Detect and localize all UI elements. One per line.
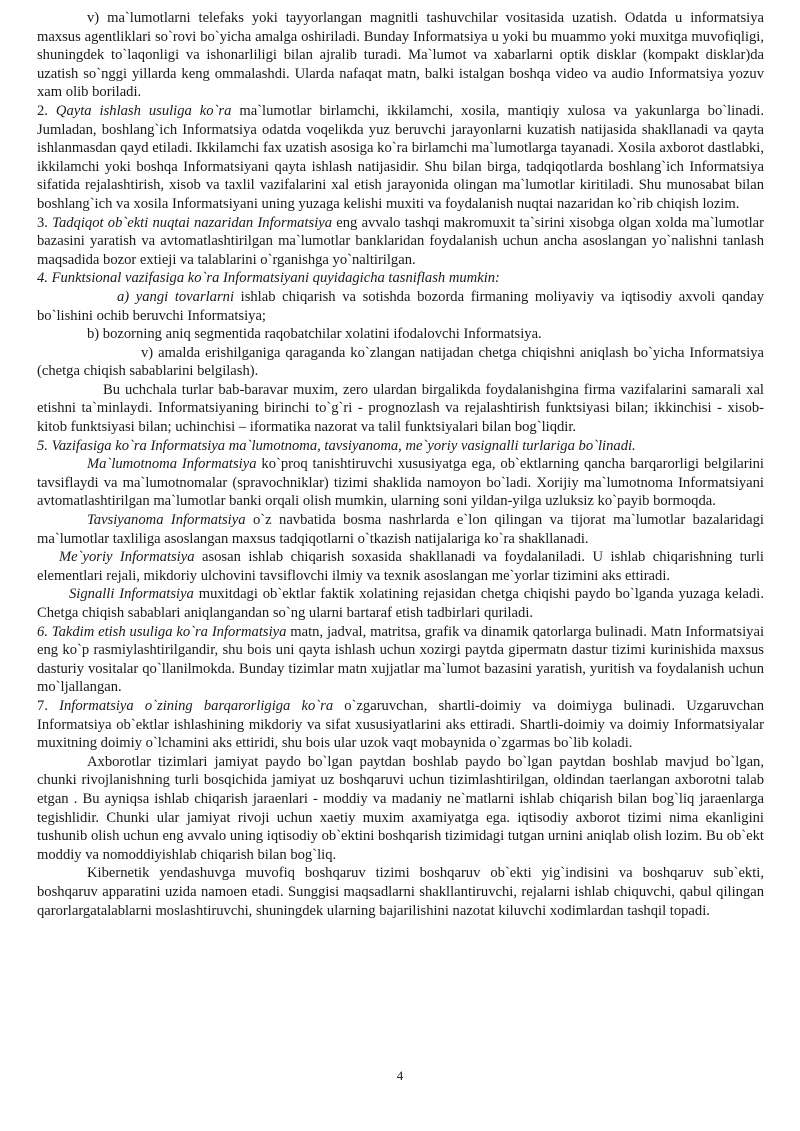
paragraph-signal-info — [37, 585, 764, 622]
item-heading: Tavsiyanoma Informatsiya — [87, 512, 246, 529]
item-heading: Tadqiqot ob`ekti nuqtai nazaridan Informatsiya — [52, 214, 333, 231]
paragraph-stability — [37, 697, 764, 753]
paragraph-presentation-method — [37, 623, 764, 697]
paragraph-text: ma`lumotlar birlamchi, ikkilamchi, xosila, mantiqiy xulosa va yakunlarga bo`linadi. Jumladan, boshlang`ich Informatsiya odatda voqelikda yuz beruvchi jarayonlarni kuzatish natijasida shakllanadi va qayta ishlanmasdan qayd etiladi. Ikkilamchi fax uzatish asosiga ko`ra birlamchi ma`lumotlarga tayanadi. Xosila axborot dastlabki, ikkilamchi yoki boshqa Informatsiyani qayta ishlash natijasidir. Shu bilan birga, tadqiqotlarda boshlang`ich Informatsiya sifatida rejalashtirish, xisob va taxlil vazifalarini xal etish jarayonida olingan ma`lumotlar kiritiladi. Shu munosabat bilan boshlang`ich va xosila Informatsiyani uning yuzaga kelishi muxiti va foydalanish nuqtai nazaridan ko`rib chiqish lozim. — [37, 102, 764, 212]
paragraph-reference-info — [37, 455, 764, 511]
item-number: 7. — [37, 697, 60, 714]
paragraph-text: asosan ishlab chiqarish soxasida shakllanadi va foydalaniladi. U ishlab chiqarishning turli elementlari rejali, mikdoriy ulchovini tavsiflovchi ilmiy va texnik asoslangan me`yorlar tizimini aks ettiradi. — [37, 549, 764, 584]
item-heading: Me`yoriy Informatsiya — [59, 549, 195, 566]
item-number: 2. — [37, 102, 56, 119]
paragraph-three-types: Bu uchchala turlar bab-baravar muxim, zero ulardan birgalikda foydalanishgina firma vazifalarini samarali xal etishni ta`minlaydi. Informatsiyaning birinchi to`g`ri - prognozlash va rejalashtirish funktsiyasi bilan; ikkinchisi - xisob-kitob funktsiyasi bilan; uchinchisi – iformatika nazorat va talil funktsiyalari bilan bog`liqdir. — [37, 381, 764, 436]
paragraph-functional-heading: 4. Funktsional vazifasiga ko`ra Informatsiyani quyidagicha tasniflash mumkin: — [37, 270, 500, 287]
item-heading: Informatsiya o`zining barqarorligiga ko`ra — [59, 697, 334, 714]
item-heading: Signalli Informatsiya — [69, 586, 194, 603]
item-heading: Ma`lumotnoma Informatsiya — [87, 456, 257, 473]
paragraph-text: matn, jadval, matritsa, grafik va dinamik qatorlarga bulinadi. Matn Informatsiyai eng ko`p rasmiylashtirilgandir, shu bois uni qayta ishlash uchun xozirgi paytda gipermatn dastur tizimi kurinishida maxsus dasturiy vositalar qo`llanilmokda. Bunday tizimlar matn xujjatlar ma`lumot bazasini yaratish, yuritish va foydalanish uchun mo`ljallangan. — [37, 623, 764, 696]
item-number: 3. — [37, 214, 53, 231]
list-item-a — [37, 288, 764, 325]
paragraph-text: ishlab chiqarish va sotishda bozorda firmaning moliyaviy va iqtisodiy axvoli qanday bo`lishini ochib beruvchi Informatsiya; — [37, 288, 764, 324]
paragraph-information-systems: Axborotlar tizimlari jamiyat paydo bo`lgan paytdan boshlab paydo bo`lgan paytdan boshlab mavjud bo`lgan, chunki rivojlanishning turli bosqichida jamiyat uz boshqaruvi uchun tizimlashtirilgan, oldindan taerlangan axborotni talab etgan . Bu ayniqsa ishlab chiqarish jaraenlari - moddiy va madaniy ne`matlarni ishlab chiqarish bilan bog`liq jaraenlarga tegishlidir. Chunki ular jamiyat rivoji uchun xaetiy muxim axamiyatga ega. iqtisodiy axborot tizimi nima ekanligini tushunib olish uchun eng avvalo uning iqtisodiy ob`ektini boshqarish tizimidagi tutgan urnini aniqlab olish lozim. Bu ob`ekt moddiy va nomoddiyishlab chiqarish bilan bog`liq. — [37, 753, 764, 863]
item-heading: a) yangi tovarlarni — [117, 288, 235, 305]
paragraph-research-object — [37, 214, 764, 270]
list-item-b: b) bozorning aniq segmentida raqobatchilar xolatini ifodalovchi Informatsiya. — [87, 326, 542, 343]
page-number: 4 — [396, 1068, 404, 1083]
paragraph-text: o`zgaruvchan, shartli-doimiy va doimiyga bulinadi. Uzgaruvchan Informatsiya ob`ektlar ishlashining mikdoriy va sifat xususiyatlarini aks ettiradi. Shartli-doimiy va doimiy Informatsiyalar muxitning doimiy o`lchamini aks ettiridi, shu bois ular uzok vaqt mobaynida o`zgarmas bo`lib koladi. — [37, 697, 764, 752]
paragraph-transmission-fax: v) ma`lumotlarni telefaks yoki tayyorlangan magnitli tashuvchilar vositasida uzatish. Odatda u informatsiya maxsus agentliklari so`rovi bo`yicha amalga oshiriladi. Bunday Informatsiya u yoki bu muammo yoki muxitga muvofiqligi, shuningdek to`laqonligi va ishonarliligi bilan ajralib turadi. Ma`lumot va xabarlarni optik disklar (kompakt disklar)da uzatish so`nggi yillarda keng ommalashdi. Ularda nafaqat matn, balki istalgan boshqa video va audio Informatsiya yozuv xam olib boriladi. — [37, 10, 764, 101]
item-heading: 6. Takdim etish usuliga ko`ra Informatsiya — [37, 623, 287, 640]
paragraph-normative-info — [37, 548, 764, 585]
item-heading: Qayta ishlash usuliga ko`ra — [55, 102, 232, 119]
paragraph-recommendation-info — [37, 511, 764, 548]
paragraph-text: muxitdagi ob`ektlar faktik xolatining rejasidan chetga chiqishi paydo bo`lganda yuzaga keladi. Chetga chiqish sabablari aniqlangandan so`ng ularni bartaraf etish tadbirlari quriladi. — [37, 586, 764, 621]
paragraph-text: ko`proq tanishtiruvchi xususiyatga ega, ob`ektlarning qancha barqarorligi belgilarini tavsiflaydi va ma`lumotnomalar (spravochniklar) tizimi shaklida namoyon bo`ladi. Xorijiy ma`lumotnoma Informatsiyani avtomatlashtirilgan ma`lumotlar banki orqali olish mumkin, ularning soni yildan-yilga uzluksiz ko`payib bormoqda. — [37, 456, 764, 510]
paragraph-text: eng avvalo tashqi makromuxit ta`sirini xisobga olgan xolda ma`lumotlar bazasini yaratish va avtomatlashtirilgan ma`lumotlar banklaridan foydalanish uchun ancha asoslangan yo`nalishni tanlash maqsadida bozor extieji va talablarini o`rganishga yo`naltirilgan. — [37, 214, 765, 268]
paragraph-purpose-heading: 5. Vazifasiga ko`ra Informatsiya ma`lumotnoma, tavsiyanoma, me`yoriy vasignalli turlariga bo`linadi. — [37, 437, 636, 454]
paragraph-processing-method — [37, 102, 764, 214]
paragraph-cybernetic-approach: Kibernetik yendashuvga muvofiq boshqaruv tizimi boshqaruv ob`ekti yig`indisini va boshqaruv sub`ekti, boshqaruv apparatini uzida namoen etadi. Sunggisi maqsadlarni shakllantiruvchi, rejalarni ishlab chiquvchi, qabul qilingan qarorlargatalablarni moslashtiruvchi, shuningdek ularning bajarilishini nazotat kiluvchi xodimlardan tashqil topadi. — [37, 865, 764, 919]
document-page — [37, 9, 764, 920]
list-item-v: v) amalda erishilganiga qaraganda ko`zlangan natijadan chetga chiqishni aniqlash bo`yicha Informatsiya (chetga chiqish sabablarini belgilash). — [37, 344, 764, 380]
paragraph-text: o`z navbatida bosma nashrlarda e`lon qilingan va tijorat ma`lumotlar bazalaridagi ma`lumotlar taxliliga asoslangan maxsus tadqiqotlarni o`tkazish natijalariga ko`ra shakllanadi. — [37, 512, 764, 547]
